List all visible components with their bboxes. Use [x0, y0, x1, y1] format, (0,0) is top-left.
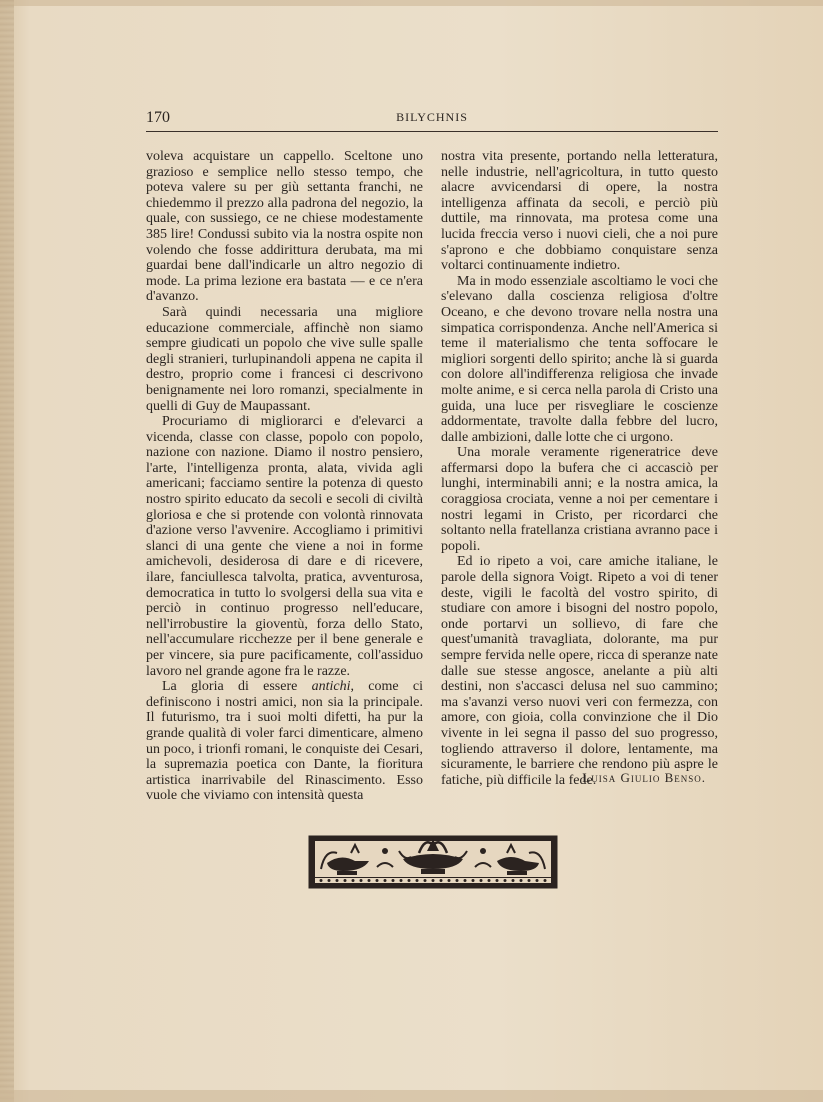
left-paragraph-4: [146, 679, 423, 804]
page-left-edge: [0, 0, 14, 1102]
page-header: [146, 109, 718, 132]
left-paragraph-1: voleva acquistare un cappello. Sceltone uno grazioso e semplice nello stesso tempo, che poteva valere su per giù settanta franchi, ne chiedemmo il prezzo alla padrona del negozio, la quale, con sussiego, ce ne chiese modestamente 385 lire! Condussi subito via la nostra ospite non volendo che fosse addirittura derubata, ma mi guardai bene dall'indicarle un altro negozio di mode. La prima lezione era bastata — e ce n'era d'avanzo.: [146, 149, 423, 305]
left-paragraph-4-italic: antichi: [311, 679, 351, 695]
left-paragraph-3: Procuriamo di migliorarci e d'elevarci a vicenda, classe con classe, popolo con popolo, nazione con nazione. Diamo il nostro pensiero, l'arte, l'intelligenza pronta, alata, vivida agli americani; facciamo sentire la potenza di questo nostro spirito educato da secoli e secoli di civiltà gloriosa e che si protende con volontà rinnovata d'azione verso l'avvenire. Accogliamo i primitivi slanci di una gente che viene a noi in forme amichevoli, desiderosa di dare e di ricevere, ilare, fanciullesca talvolta, pratica, avventurosa, democratica in tutto lo svolgersi della sua vita e perciò in continuo progresso nell'educare, nell'irrobustire la gioventù, forza dello Stato, nell'accumulare ricchezze per il bene generale e per vincere, sia pure pacificamente, coll'assiduo lavoro nel grande agone fra le razze.: [146, 414, 423, 679]
left-paragraph-4-start: La gloria di essere: [162, 679, 312, 695]
left-paragraph-2: Sarà quindi necessaria una migliore educazione commerciale, affinchè non siamo sempre giudicati un popolo che vive sulle spalle degli stranieri, turlupinandoli appena ne capita il destro, proprio come i francesi ci descrivono benignamente nei loro romanzi, specialmente in quelli di Guy de Maupassant.: [146, 304, 423, 414]
right-paragraph-4: Ed io ripeto a voi, care amiche italiane, le parole della signora Voigt. Ripeto a voi di tener deste, vigili le facoltà del vostro spirito, di studiare con amore i bisogni del nostro popolo, onde portarvi un sollievo, di fare che quest'umanità travagliata, dolorante, ma pur sempre fervida nelle opere, ricca di speranze nate dalle sue stesse angosce, anelante a più alti destini, non s'accasci delusa nel suo cammino; ma s'avanzi verso nuovi veri con fermezza, con amore, con gioia, colla convinzione che il Dio vivente in lei segna il passo del suo progresso, togliendo attraverso il dolore, lentamente, ma sicuramente, le barriere che rendono più aspre le fatiche, più difficile la fede.: [441, 554, 718, 788]
page-top-edge: [0, 0, 823, 6]
right-paragraph-3: Una morale veramente rigeneratrice deve affermarsi dopo la bufera che ci accasciò per lunghi, interminabili anni; e la nostra amica, la coraggiosa crociata, venne a noi per cementare i nostri legami in Cristo, per ricordarci che soltanto nella fratellanza cristiana avranno pace i popoli.: [441, 445, 718, 554]
right-column: [441, 149, 718, 788]
page-bottom-edge: [0, 1090, 823, 1102]
right-paragraph-1: nostra vita presente, portando nella letteratura, nelle industrie, nell'agricoltura, in tutto questo alacre avvicendarsi di opere, la nostra intelligenza affinata da secoli, e perciò più duttile, ma rinnovata, ma protesa come una lucida freccia verso i nuovi cieli, che a noi pure s'aprono e che dobbiamo conquistare senza voltarci continuamente indietro.: [441, 149, 718, 274]
author-signature: Luisa Giulio Benso.: [582, 770, 706, 785]
left-paragraph-4-end: , come ci definiscono i nostri amici, non sia la principale. Il futurismo, tra i suoi molti difetti, ha pur la grande qualità di voler farci dimenticare, almeno un poco, i trionfi romani, le conquiste dei Cesari, la supremazia poetica con Dante, la fioritura artistica inarrivabile del Rinascimento. Esso vuole che viviamo con intensità questa: [146, 679, 424, 804]
oil-lamps-ornament-icon: [307, 831, 559, 891]
page-number: 170: [146, 109, 170, 126]
right-paragraph-2: Ma in modo essenziale ascoltiamo le voci che s'elevano dalla coscienza religiosa d'oltre Oceano, e che devono trovare nella nostra una simpatica corrispondenza. Anche nell'America si teme il materialismo che tenta soffocare le migliori sorgenti dello spirito; anche là si guarda con dolore all'indifferenza religiosa che invade molte anime, e si cerca nella parola di Cristo una guida, una luce per risvegliare le coscienze addormentate, travolte dalla febbre del lucro, dalle ambizioni, dalle lotte che ci urgono.: [441, 273, 718, 445]
left-column: [146, 149, 423, 804]
running-title: BILYCHNIS: [396, 110, 468, 124]
